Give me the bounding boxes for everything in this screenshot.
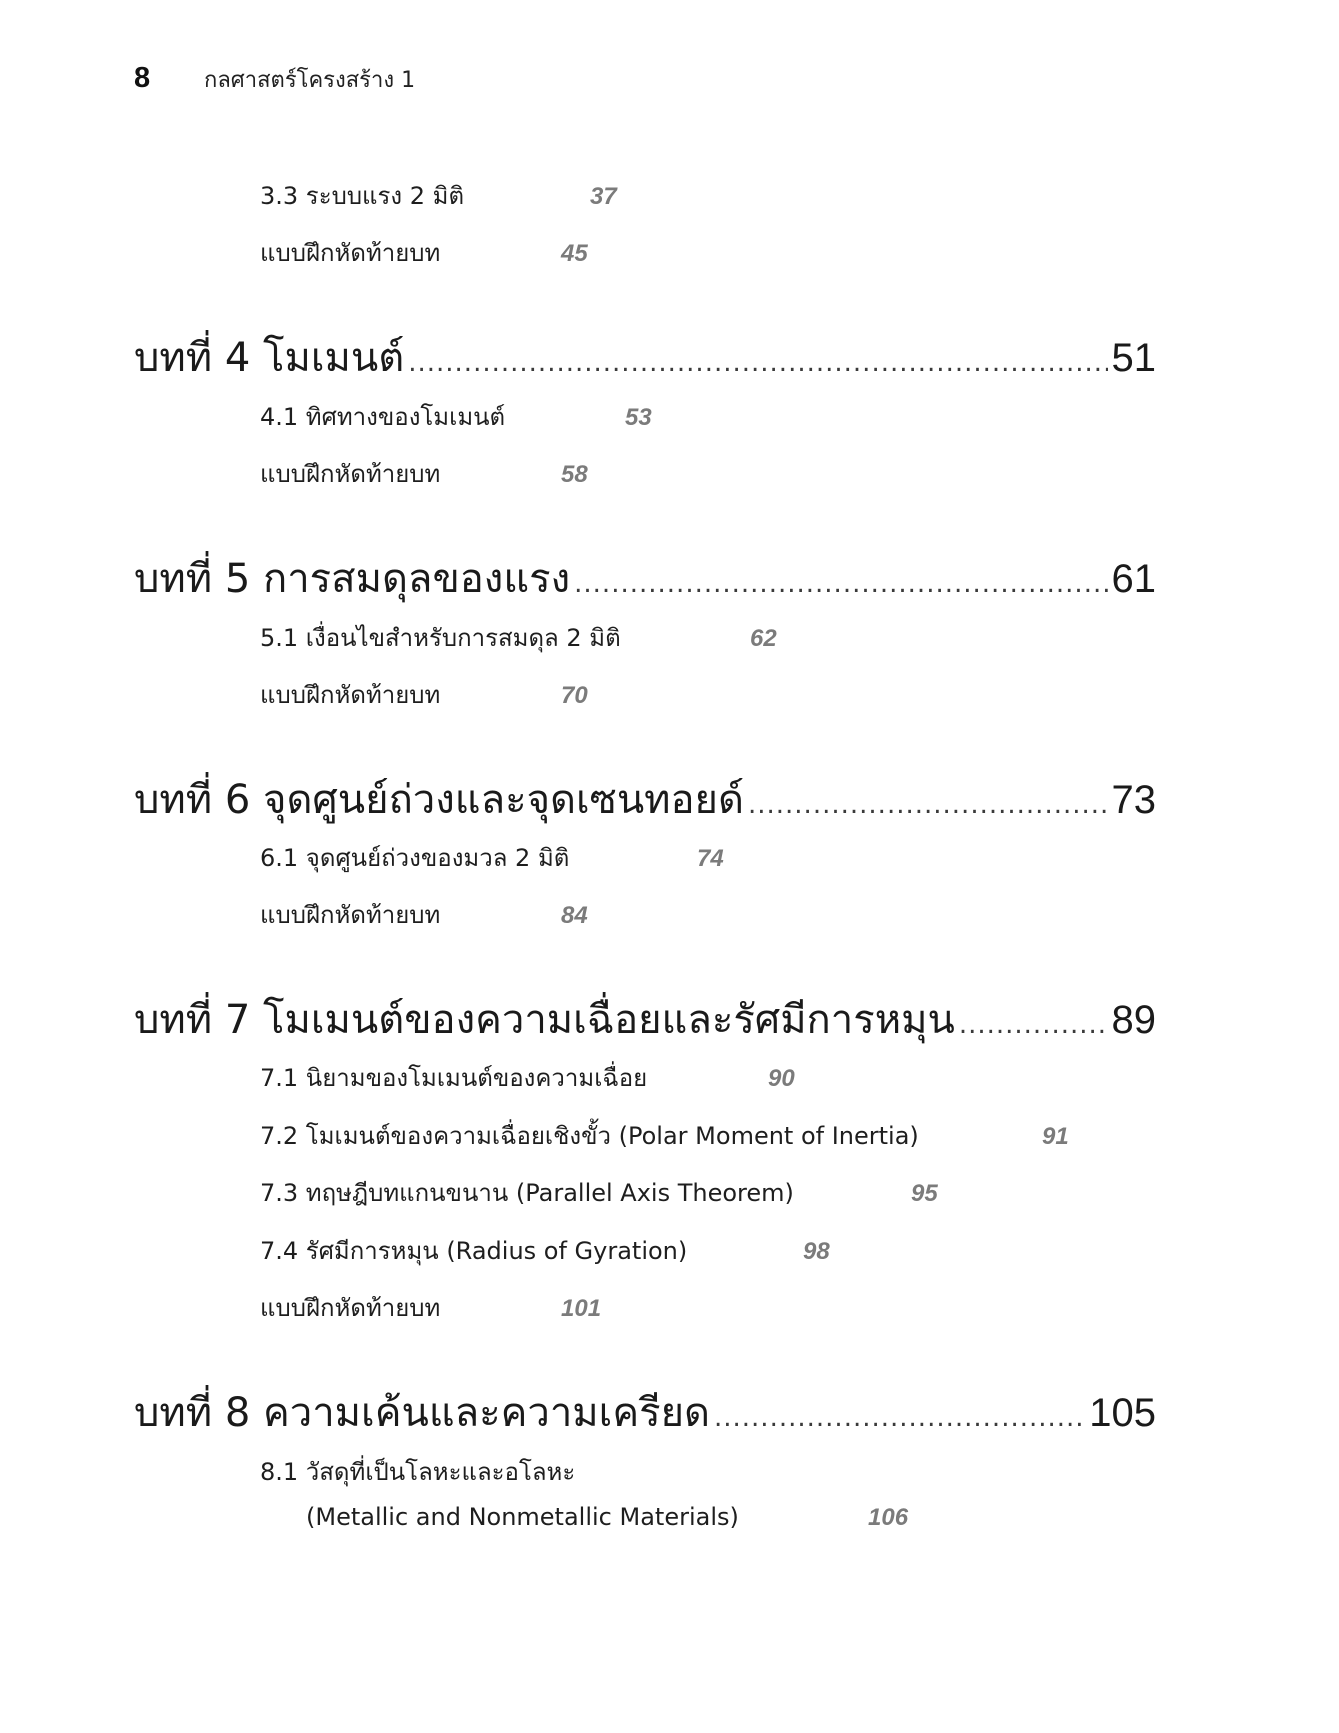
- book-title: กลศาสตร์โครงสร้าง 1: [204, 68, 416, 93]
- toc-entry-text: 5.1 เงื่อนไขสำหรับการสมดุล 2 มิติ: [260, 624, 621, 652]
- chapter-title: บทที่ 4 โมเมนต์: [134, 335, 405, 381]
- toc-entry-text: แบบฝึกหัดท้ายบท: [260, 460, 441, 488]
- toc-entry-7-3[interactable]: [260, 1173, 938, 1213]
- toc-entry-6-1[interactable]: [260, 838, 724, 878]
- toc-entry-text-line2: (Metallic and Nonmetallic Materials): [306, 1503, 739, 1531]
- chapter-title: บทที่ 6 จุดศูนย์ถ่วงและจุดเซนทอยด์: [134, 777, 744, 823]
- toc-entry-ch5-exercise[interactable]: [260, 675, 588, 715]
- toc-chapter-4[interactable]: [134, 325, 1156, 381]
- chapter-title: บทที่ 5 การสมดุลของแรง: [134, 556, 571, 602]
- toc-entry-text: 6.1 จุดศูนย์ถ่วงของมวล 2 มิติ: [260, 844, 570, 872]
- toc-entry-text: 4.1 ทิศทางของโมเมนต์: [260, 403, 506, 431]
- toc-entry-4-1[interactable]: [260, 397, 652, 437]
- dot-leader: [408, 348, 1107, 378]
- toc-chapter-6[interactable]: [134, 767, 1156, 823]
- toc-entry-page: 62: [750, 625, 777, 652]
- chapter-page: 51: [1111, 336, 1156, 380]
- toc-entry-page: 101: [561, 1295, 602, 1322]
- toc-entry-text: 3.3 ระบบแรง 2 มิติ: [260, 182, 465, 210]
- chapter-page: 105: [1089, 1391, 1156, 1435]
- toc-entry-page: 74: [697, 845, 724, 872]
- dot-leader: [748, 790, 1108, 820]
- toc-entry-text: แบบฝึกหัดท้ายบท: [260, 901, 441, 929]
- dot-leader: [959, 1010, 1108, 1040]
- chapter-page: 89: [1111, 998, 1156, 1042]
- toc-entry-page: 37: [590, 183, 617, 210]
- dot-leader: [714, 1403, 1085, 1433]
- toc-entry-text: 7.3 ทฤษฎีบทแกนขนาน (Parallel Axis Theorem): [260, 1179, 794, 1207]
- toc-entry-ch6-exercise[interactable]: [260, 895, 588, 935]
- toc-entry-page: 70: [561, 682, 588, 709]
- chapter-page: 73: [1111, 778, 1156, 822]
- toc-entry-page: 90: [768, 1065, 795, 1092]
- toc-entry-page: 58: [561, 461, 588, 488]
- toc-entry-3-3[interactable]: [260, 176, 617, 216]
- toc-entry-ch3-exercise[interactable]: [260, 233, 588, 273]
- running-head: [134, 62, 415, 102]
- toc-entry-text: แบบฝึกหัดท้ายบท: [260, 1294, 441, 1322]
- toc-entry-7-4[interactable]: [260, 1231, 830, 1271]
- chapter-page: 61: [1111, 557, 1156, 601]
- chapter-title: บทที่ 8 ความเค้นและความเครียด: [134, 1390, 710, 1436]
- dot-leader: [574, 569, 1107, 599]
- toc-entry-7-1[interactable]: [260, 1058, 795, 1098]
- toc-entry-page: 53: [625, 404, 652, 431]
- toc-entry-7-2[interactable]: [260, 1116, 1069, 1156]
- toc-entry-text: แบบฝึกหัดท้ายบท: [260, 681, 441, 709]
- toc-entry-page: 84: [561, 902, 588, 929]
- toc-entry-text: 7.2 โมเมนต์ของความเฉื่อยเชิงขั้ว (Polar Moment of Inertia): [260, 1122, 919, 1150]
- toc-entry-page: 106: [868, 1504, 909, 1531]
- toc-entry-8-1[interactable]: [260, 1452, 575, 1492]
- toc-entry-page: 98: [803, 1238, 830, 1265]
- toc-entry-8-1-continued[interactable]: [260, 1503, 908, 1543]
- toc-entry-text: 7.1 นิยามของโมเมนต์ของความเฉื่อย: [260, 1064, 648, 1092]
- toc-entry-5-1[interactable]: [260, 618, 777, 658]
- toc-entry-ch7-exercise[interactable]: [260, 1288, 601, 1328]
- toc-chapter-7[interactable]: [134, 987, 1156, 1043]
- toc-entry-page: 91: [1042, 1123, 1069, 1150]
- chapter-title: บทที่ 7 โมเมนต์ของความเฉื่อยและรัศมีการหมุน: [134, 997, 955, 1043]
- toc-chapter-8[interactable]: [134, 1380, 1156, 1436]
- toc-entry-page: 45: [561, 240, 588, 267]
- toc-entry-text: 8.1 วัสดุที่เป็นโลหะและอโลหะ: [260, 1458, 576, 1486]
- toc-entry-text: แบบฝึกหัดท้ายบท: [260, 239, 441, 267]
- toc-entry-text: 7.4 รัศมีการหมุน (Radius of Gyration): [260, 1237, 688, 1265]
- toc-chapter-5[interactable]: [134, 546, 1156, 602]
- toc-entry-ch4-exercise[interactable]: [260, 454, 588, 494]
- toc-entry-page: 95: [911, 1180, 938, 1207]
- page-number: 8: [134, 62, 151, 94]
